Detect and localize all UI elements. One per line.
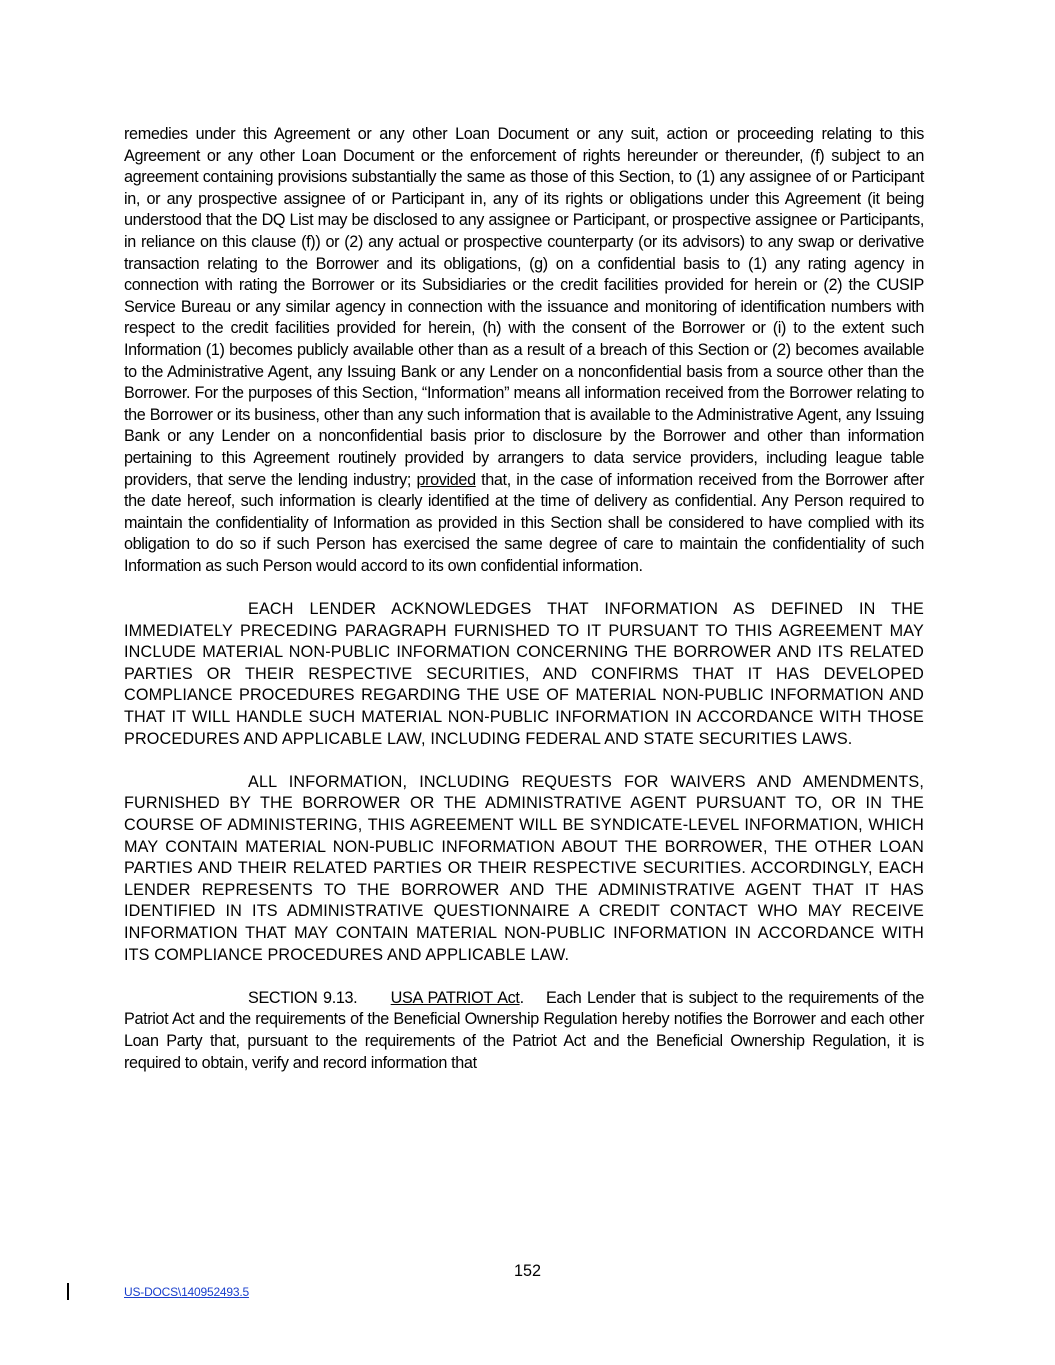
mnpi-acknowledgement-paragraph: EACH LENDER ACKNOWLEDGES THAT INFORMATION AS DEFINED IN THE IMMEDIATELY PRECEDING PARAGRAPH FURNISHED TO IT PURSUANT TO THIS AGREEMENT MAY INCLUDE MATERIAL NON-PUBLIC INFORMATION CONCERNING THE BORROWER AND ITS RELATED PARTIES OR THEIR RESPECTIVE SECURITIES, AND CONFIRMS THAT IT HAS DEVELOPED COMPLIANCE PROCEDURES REGARDING THE USE OF MATERIAL NON-PUBLIC INFORMATION AND THAT IT WILL HANDLE SUCH MATERIAL NON-PUBLIC INFORMATION IN ACCORDANCE WITH THOSE PROCEDURES AND APPLICABLE LAW, INCLUDING FEDERAL AND STATE SECURITIES LAWS. [124,600,924,748]
document-body [124,124,924,1096]
confidentiality-text-part1: remedies under this Agreement or any other Loan Document or any suit, action or proceeding relating to this Agreement or any other Loan Document or the enforcement of rights hereunder or thereunder, (f) subject to an agreement containing provisions substantially the same as those of this Section, to (1) any assignee of or Participant in, or any prospective assignee of or Participant in, any of its rights or obligations under this Agreement (it being understood that the DQ List may be disclosed to any assignee or Participant, or prospective assignee or Participants, in reliance on this clause (f)) or (2) any actual or prospective counterparty (or its advisors) to any swap or derivative transaction relating to the Borrower and its obligations, (g) on a confidential basis to (1) any rating agency in connection with rating the Borrower or its Subsidiaries or the credit facilities provided for herein or (2) the CUSIP Service Bureau or any similar agency in connection with the issuance and monitoring of identification numbers with respect to the credit facilities provided for herein, (h) with the consent of the Borrower or (i) to the extent such Information (1) becomes publicly available other than as a result of a breach of this Section or (2) becomes available to the Administrative Agent, any Issuing Bank or any Lender on a nonconfidential basis from a source other than the Borrower. For the purposes of this Section, “Information” means all information received from the Borrower relating to the Borrower or its business, other than any such information that is available to the Administrative Agent, any Issuing Bank or any Lender on a nonconfidential basis prior to disclosure by the Borrower and other than information pertaining to this Agreement routinely provided by arrangers to data service providers, including league table providers, that serve the lending industry; [124,125,924,489]
confidentiality-paragraph [124,124,924,577]
section-number: SECTION 9.13. [248,988,358,1007]
patriot-act-paragraph: SECTION 9.13. USA PATRIOT Act. Each Lender that is subject to the requirements of the Patriot Act and the requirements of the Beneficial Ownership Regulation hereby notifies the Borrower and each other Loan Party that, pursuant to the requirements of the Patriot Act and the Beneficial Ownership Regulation, it is required to obtain, verify and record information that [124,988,924,1072]
confidentiality-text-part2: that, in the case of information received from the Borrower after the date hereof, such information is clearly identified at the time of delivery as confidential. Any Person required to maintain the confidentiality of Information as provided in this Section shall be considered to have complied with its obligation to do so if such Person has exercised the same degree of care to maintain the confidentiality of such Information as such Person would accord to its own confidential information. [124,470,924,575]
syndicate-information-paragraph: ALL INFORMATION, INCLUDING REQUESTS FOR WAIVERS AND AMENDMENTS, FURNISHED BY THE BORROWER OR THE ADMINISTRATIVE AGENT PURSUANT TO, OR IN THE COURSE OF ADMINISTERING, THIS AGREEMENT WILL BE SYNDICATE-LEVEL INFORMATION, WHICH MAY CONTAIN MATERIAL NON-PUBLIC INFORMATION ABOUT THE BORROWER, THE OTHER LOAN PARTIES AND THEIR RELATED PARTIES OR THEIR RESPECTIVE SECURITIES. ACCORDINGLY, EACH LENDER REPRESENTS TO THE BORROWER AND THE ADMINISTRATIVE AGENT THAT IT HAS IDENTIFIED IN ITS ADMINISTRATIVE QUESTIONNAIRE A CREDIT CONTACT WHO MAY RECEIVE INFORMATION THAT MAY CONTAIN MATERIAL NON-PUBLIC INFORMATION IN ACCORDANCE WITH ITS COMPLIANCE PROCEDURES AND APPLICABLE LAW. [124,772,924,964]
page-number: 152 [513,1262,541,1280]
provided-term: provided [416,470,476,489]
patriot-act-body: Each Lender that is subject to the requirements of the Patriot Act and the requirements of the Beneficial Ownership Regulation hereby notifies the Borrower and each other Loan Party that, pursuant to the requirements of the Patriot Act and the Beneficial Ownership Regulation, it is required to obtain, verify and record information that [124,988,924,1072]
document-id-link[interactable]: US-DOCS\140952493.5 [124,1285,249,1299]
section-title: USA PATRIOT Act [390,988,520,1007]
revision-change-bar [67,1283,69,1300]
